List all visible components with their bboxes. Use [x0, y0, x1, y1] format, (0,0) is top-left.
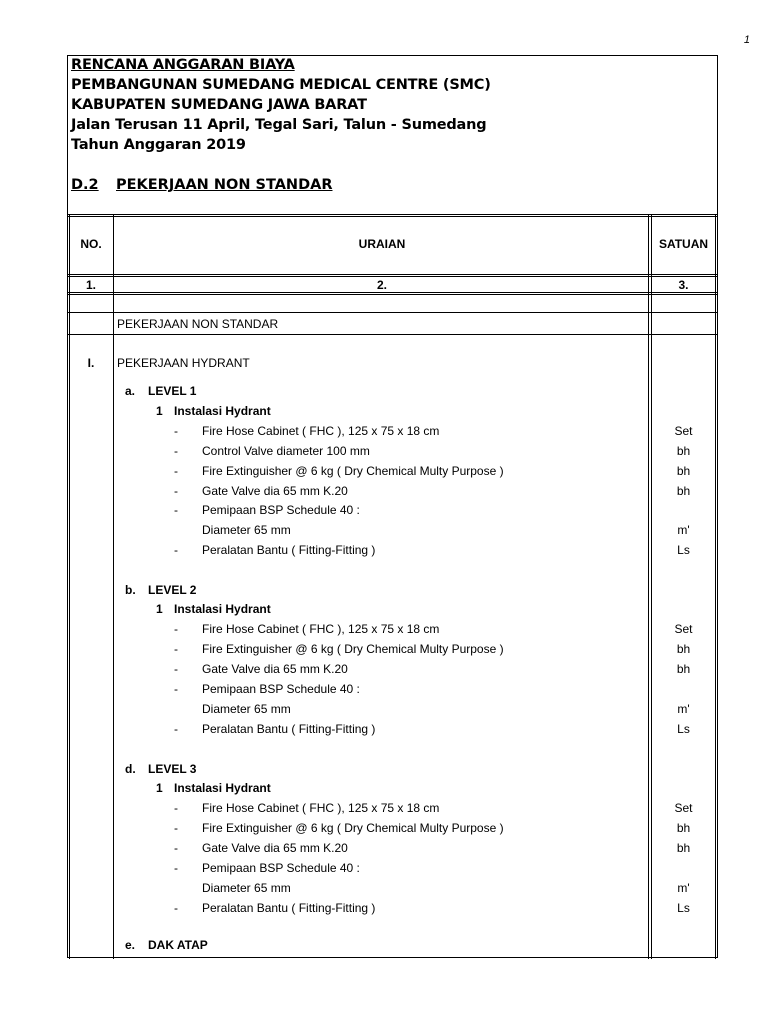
- section-code: D.2: [71, 177, 99, 193]
- item-description: Gate Valve dia 65 mm K.20: [202, 484, 348, 498]
- item-description: Fire Extinguisher @ 6 kg ( Dry Chemical Multy Purpose ): [202, 642, 504, 656]
- group-row-rule: [68, 334, 717, 335]
- item-dash: -: [174, 642, 178, 656]
- item-unit: bh: [676, 841, 691, 855]
- item-description: Peralatan Bantu ( Fitting-Fitting ): [202, 543, 376, 557]
- item-description: Diameter 65 mm: [202, 881, 291, 895]
- header-bottom-rule: [68, 274, 717, 275]
- number-row-rule-2: [68, 294, 717, 295]
- item-unit: bh: [676, 484, 691, 498]
- header-region: KABUPATEN SUMEDANG JAWA BARAT: [71, 97, 367, 113]
- item-dash: -: [174, 801, 178, 815]
- item-description: Pemipaan BSP Schedule 40 :: [202, 682, 360, 696]
- level-letter: e.: [125, 938, 136, 952]
- item-description: Gate Valve dia 65 mm K.20: [202, 662, 348, 676]
- item-description: Fire Extinguisher @ 6 kg ( Dry Chemical Multy Purpose ): [202, 821, 504, 835]
- document-header: [68, 56, 717, 215]
- left-inner-rule: [69, 214, 70, 959]
- item-unit: bh: [676, 464, 691, 478]
- item-dash: -: [174, 622, 178, 636]
- page-number: 1: [743, 34, 750, 46]
- item-dash: -: [174, 861, 178, 875]
- item-dash: -: [174, 662, 178, 676]
- level-name: LEVEL 2: [148, 583, 197, 597]
- item-unit: Set: [674, 801, 693, 815]
- table-top-rule: [68, 216, 717, 217]
- main-item-no: I.: [87, 356, 95, 370]
- item-dash: -: [174, 444, 178, 458]
- header-title: RENCANA ANGGARAN BIAYA: [71, 57, 295, 73]
- item-description: Peralatan Bantu ( Fitting-Fitting ): [202, 722, 376, 736]
- header-year: Tahun Anggaran 2019: [71, 137, 246, 153]
- item-dash: -: [174, 901, 178, 915]
- sub-item-name: Instalasi Hydrant: [174, 404, 271, 418]
- item-unit: Set: [674, 622, 693, 636]
- item-description: Diameter 65 mm: [202, 702, 291, 716]
- item-description: Control Valve diameter 100 mm: [202, 444, 370, 458]
- item-dash: -: [174, 543, 178, 557]
- item-description: Fire Hose Cabinet ( FHC ), 125 x 75 x 18 cm: [202, 622, 440, 636]
- header-bottom-rule-2: [68, 276, 717, 277]
- header-address: Jalan Terusan 11 April, Tegal Sari, Talun - Sumedang: [71, 117, 487, 133]
- sub-item-no: 1: [156, 602, 163, 616]
- item-unit: bh: [676, 444, 691, 458]
- level-letter: b.: [125, 583, 136, 597]
- column-number-satuan: 3.: [678, 278, 689, 292]
- item-description: Pemipaan BSP Schedule 40 :: [202, 861, 360, 875]
- item-dash: -: [174, 464, 178, 478]
- item-dash: -: [174, 722, 178, 736]
- item-unit: m': [677, 523, 690, 537]
- main-item-title: PEKERJAAN HYDRANT: [117, 356, 250, 370]
- header-project: PEMBANGUNAN SUMEDANG MEDICAL CENTRE (SMC): [71, 77, 491, 93]
- item-unit: m': [677, 881, 690, 895]
- item-dash: -: [174, 484, 178, 498]
- item-dash: -: [174, 424, 178, 438]
- item-unit: bh: [676, 642, 691, 656]
- item-description: Fire Hose Cabinet ( FHC ), 125 x 75 x 18 cm: [202, 424, 440, 438]
- number-row-rule: [68, 292, 717, 293]
- column-header-satuan: SATUAN: [658, 237, 709, 251]
- item-unit: bh: [676, 821, 691, 835]
- item-unit: m': [677, 702, 690, 716]
- column-header-no: NO.: [80, 237, 102, 251]
- spacer-row-rule: [68, 312, 717, 313]
- section-title: PEKERJAAN NON STANDAR: [116, 177, 333, 193]
- column-header-uraian: URAIAN: [358, 237, 406, 251]
- level-name: DAK ATAP: [148, 938, 208, 952]
- level-name: LEVEL 3: [148, 762, 197, 776]
- sub-item-name: Instalasi Hydrant: [174, 781, 271, 795]
- item-dash: -: [174, 682, 178, 696]
- item-unit: Ls: [677, 722, 690, 736]
- column-number-no: 1.: [85, 278, 96, 292]
- item-dash: -: [174, 821, 178, 835]
- item-description: Fire Extinguisher @ 6 kg ( Dry Chemical Multy Purpose ): [202, 464, 504, 478]
- sub-item-name: Instalasi Hydrant: [174, 602, 271, 616]
- level-letter: d.: [125, 762, 136, 776]
- item-description: Pemipaan BSP Schedule 40 :: [202, 503, 360, 517]
- item-dash: -: [174, 503, 178, 517]
- item-description: Diameter 65 mm: [202, 523, 291, 537]
- item-unit: bh: [676, 662, 691, 676]
- column-number-uraian: 2.: [376, 278, 387, 292]
- level-name: LEVEL 1: [148, 384, 197, 398]
- item-unit: Ls: [677, 901, 690, 915]
- group-title: PEKERJAAN NON STANDAR: [117, 317, 279, 331]
- level-letter: a.: [125, 384, 136, 398]
- item-unit: Ls: [677, 543, 690, 557]
- item-dash: -: [174, 841, 178, 855]
- no-col-rule: [113, 214, 114, 959]
- item-description: Fire Hose Cabinet ( FHC ), 125 x 75 x 18 cm: [202, 801, 440, 815]
- rab-sheet: [67, 55, 718, 958]
- sub-item-no: 1: [156, 781, 163, 795]
- item-unit: Set: [674, 424, 693, 438]
- sub-item-no: 1: [156, 404, 163, 418]
- item-description: Gate Valve dia 65 mm K.20: [202, 841, 348, 855]
- item-description: Peralatan Bantu ( Fitting-Fitting ): [202, 901, 376, 915]
